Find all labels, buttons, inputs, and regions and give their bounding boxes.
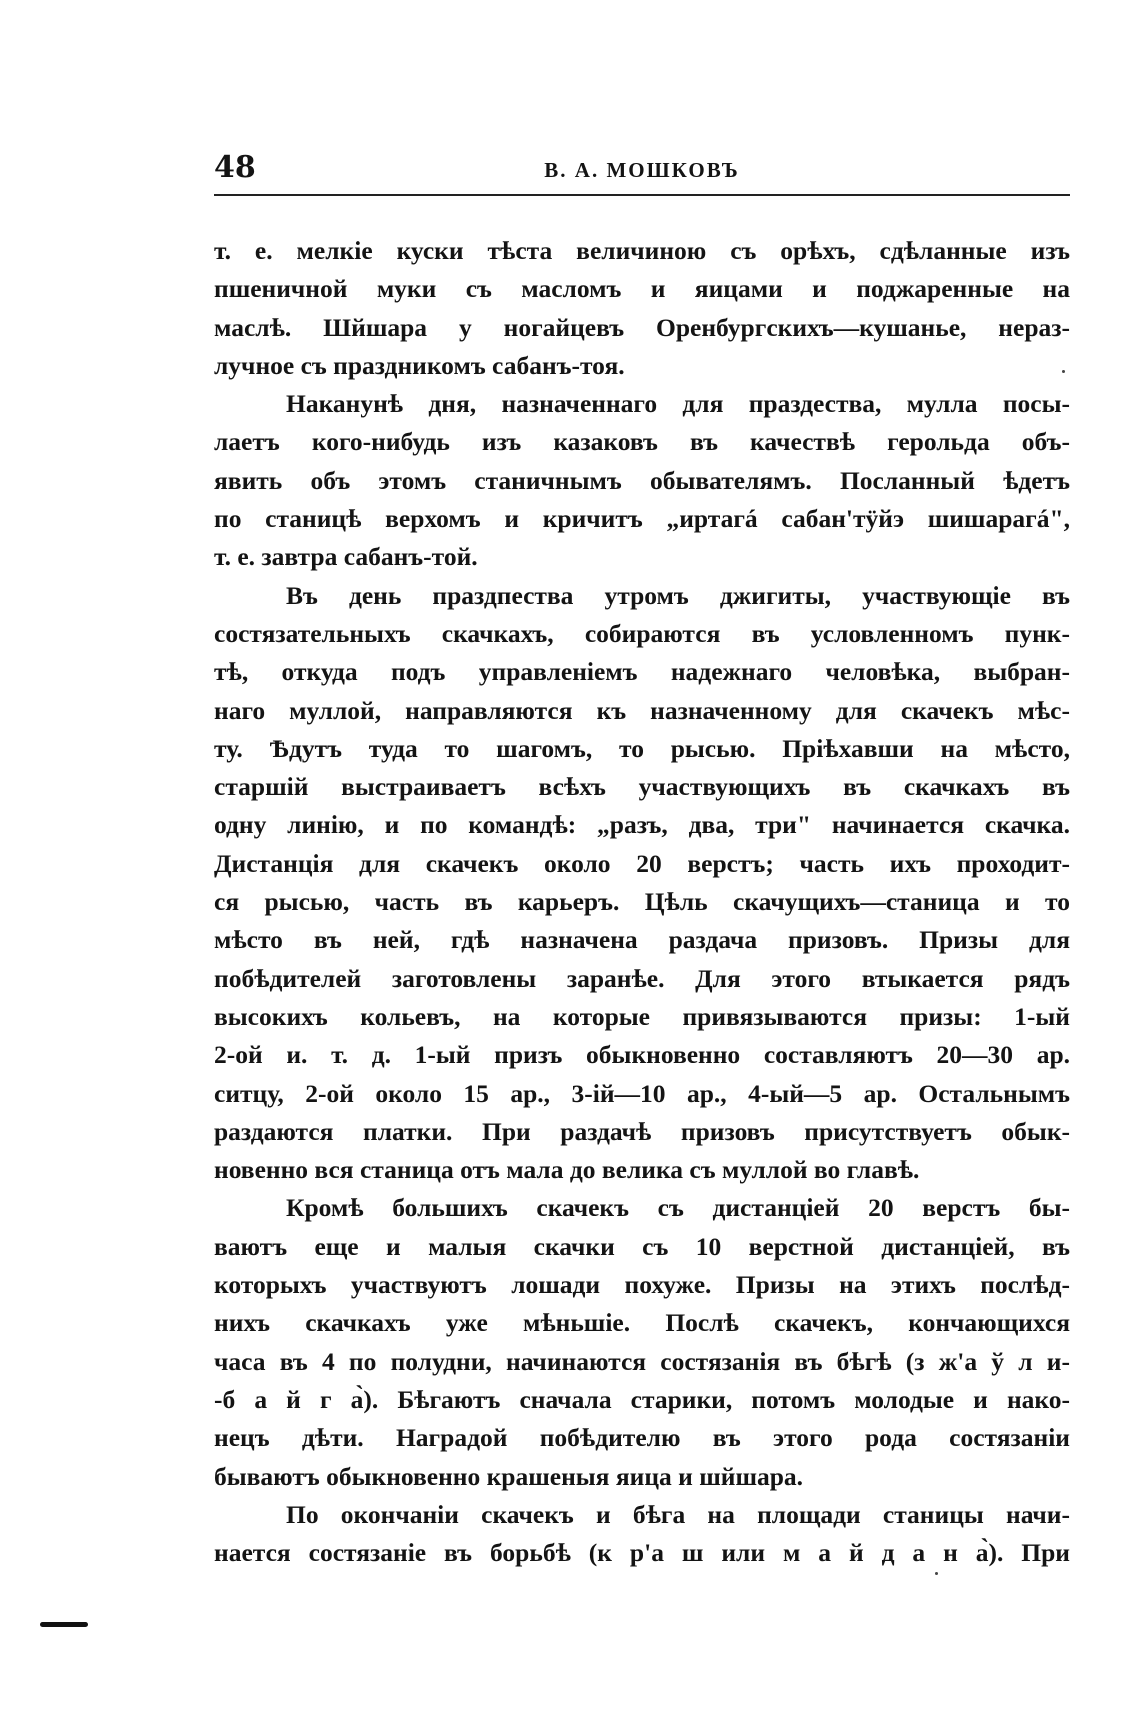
text-line: Кромѣ большихъ скачекъ съ дистанціей 20 верстъ бы-	[286, 1193, 1070, 1223]
text-line: ся рысью, часть въ карьеръ. Цѣль скачущихъ—станица и то	[214, 887, 1070, 917]
text-line: по станицѣ верхомъ и кричитъ „иртагá сабан'тÿйэ шишарагá",	[214, 504, 1070, 534]
text-line: По окончаніи скачекъ и бѣга на площади станицы начи-	[286, 1499, 1070, 1529]
margin-mark	[40, 1622, 88, 1627]
text-line: маслѣ. Шйшара у ногайцевъ Оренбургскихъ—кушанье, нераз-	[214, 312, 1070, 342]
body-text	[214, 232, 1070, 1572]
text-line: старшій выстраиваетъ всѣхъ участвующихъ въ скачкахъ въ	[214, 772, 1070, 802]
text-line: Дистанція для скачекъ около 20 верстъ; часть ихъ проходит-	[214, 848, 1070, 878]
text-line: нихъ скачкахъ уже мѣньшіе. Послѣ скачекъ, кончающихся	[214, 1308, 1070, 1338]
text-line: бываютъ обыкновенно крашеныя яица и шйшара.	[214, 1461, 804, 1491]
text-line: пшеничной муки съ масломъ и яицами и поджаренные на	[214, 274, 1070, 304]
text-line: нецъ дѣти. Наградой побѣдителю въ этого рода состязаніи	[214, 1423, 1070, 1453]
text-line: тѣ, откуда подъ управленіемъ надежнаго человѣка, выбран-	[214, 657, 1070, 687]
text-line: мѣсто въ ней, гдѣ назначена раздача призовъ. Призы для	[214, 925, 1070, 955]
text-line: побѣдителей заготовлены заранѣе. Для этого втыкается рядъ	[214, 963, 1070, 993]
text-line: состязательныхъ скачкахъ, собираются въ условленномъ пунк-	[214, 618, 1070, 648]
text-line: Въ день праздпества утромъ джигиты, участвующіе въ	[286, 580, 1070, 610]
header-rule	[214, 194, 1070, 196]
text-line: лучное съ праздникомъ сабанъ-тоя.	[214, 350, 625, 380]
text-line: 2-ой и. т. д. 1-ый призъ обыкновенно составляютъ 20—30 ар.	[214, 1040, 1070, 1070]
text-line: ситцу, 2-ой около 15 ар., 3-ій—10 ар., 4-ый—5 ар. Остальнымъ	[214, 1078, 1070, 1108]
text-line: ту. Ѣдутъ туда то шагомъ, то рысью. Пріѣхавши на мѣсто,	[214, 733, 1070, 763]
page-number: 48	[214, 150, 256, 185]
text-line: наго муллой, направляются къ назначенному для скачекъ мѣс-	[214, 695, 1070, 725]
text-line: высокихъ кольевъ, на которые привязываются призы: 1-ый	[214, 1001, 1070, 1031]
text-line: явить объ этомъ станичнымъ обывателямъ. Посланный ѣдетъ	[214, 465, 1070, 495]
speck	[935, 1572, 938, 1575]
speck	[1062, 370, 1065, 373]
text-line: ваютъ еще и малыя скачки съ 10 верстной дистанціей, въ	[214, 1231, 1070, 1261]
text-line: одну линію, и по командѣ: „разъ, два, три" начинается скачка.	[214, 810, 1070, 840]
page-header	[214, 150, 1070, 194]
text-line: новенно вся станица отъ мала до велика съ муллой во главѣ.	[214, 1155, 920, 1185]
text-line: -б а й г а̀). Бѣгаютъ сначала старики, потомъ молодые и нако-	[214, 1384, 1070, 1414]
text-line: раздаются платки. При раздачѣ призовъ присутствуетъ обык-	[214, 1116, 1070, 1146]
running-title: В. А. МОШКОВЪ	[544, 158, 740, 182]
text-line: т. е. завтра сабанъ-той.	[214, 542, 478, 572]
text-line: часа въ 4 по полудни, начинаются состязанія въ бѣгѣ (з ж'а ў л и-	[214, 1346, 1070, 1376]
text-line: нается состязаніе въ борьбѣ (к р'а ш или м а й д а н а̀). При	[214, 1538, 1070, 1568]
text-line: лаетъ кого-нибудь изъ казаковъ въ качествѣ герольда объ-	[214, 427, 1070, 457]
text-line: которыхъ участвуютъ лошади похуже. Призы на этихъ послѣд-	[214, 1270, 1070, 1300]
text-line: т. е. мелкіе куски тѣста величиною съ орѣхъ, сдѣланные изъ	[214, 236, 1070, 265]
text-line: Наканунѣ дня, назначеннаго для праздества, мулла посы-	[286, 389, 1070, 419]
